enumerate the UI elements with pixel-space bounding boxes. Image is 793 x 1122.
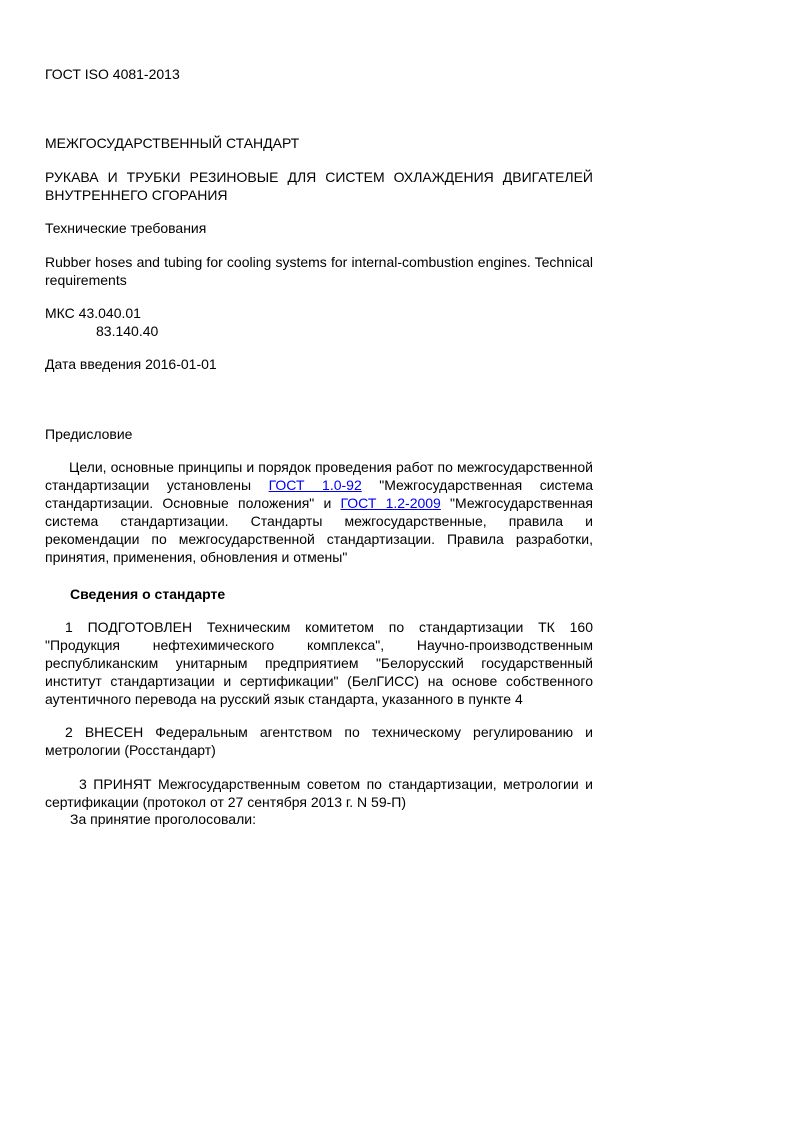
foreword-heading: Предисловие (45, 426, 133, 442)
introduction-date: Дата введения 2016-01-01 (45, 356, 217, 372)
info-item-1: 1 ПОДГОТОВЛЕН Техническим комитетом по стандартизации ТК 160 "Продукция нефтехимического комплекса", Научно-производственным республиканским унитарным предприятием "Белорусский государственный институт стандартизации и сертификации" (БелГИСС) на основе собственного аутентичного перевода на русский язык стандарта, указанного в пункте 4 (45, 619, 593, 707)
standard-info-heading: Сведения о стандарте (70, 586, 226, 602)
foreword-paragraph (45, 458, 593, 566)
gost-1-2-2009-link[interactable]: ГОСТ 1.2-2009 (340, 495, 441, 511)
document-code: ГОСТ ISO 4081-2013 (45, 66, 180, 82)
foreword-text-a: Цели, основные принципы и порядок проведения работ по межгосударственной стандартизации установлены (45, 459, 593, 493)
document-category: МЕЖГОСУДАРСТВЕННЫЙ СТАНДАРТ (45, 135, 300, 151)
document-title-ru: РУКАВА И ТРУБКИ РЕЗИНОВЫЕ ДЛЯ СИСТЕМ ОХЛАЖДЕНИЯ ДВИГАТЕЛЕЙ ВНУТРЕННЕГО СГОРАНИЯ (45, 169, 593, 203)
voted-label: За принятие проголосовали: (70, 811, 256, 827)
mks-code-1: МКС 43.040.01 (45, 305, 141, 321)
gost-1-0-92-link[interactable]: ГОСТ 1.0-92 (268, 477, 362, 493)
foreword-text-b: "Межгосударственная система стандартизации. Основные положения" и (45, 477, 594, 511)
info-item-3: 3 ПРИНЯТ Межгосударственным советом по стандартизации, метрологии и сертификации (протокол от 27 сентября 2013 г. N 59-П) (45, 776, 593, 810)
info-item-2: 2 ВНЕСЕН Федеральным агентством по техническому регулированию и метрологии (Росстандарт) (45, 724, 593, 758)
mks-code-2: 83.140.40 (96, 323, 159, 339)
document-title-en: Rubber hoses and tubing for cooling systems for internal-combustion engines. Technical requirements (45, 254, 593, 288)
document-subtitle-ru: Технические требования (45, 220, 207, 236)
foreword-text-c: "Межгосударственная система стандартизации. Стандарты межгосударственные, правила и рекомендации по межгосударственной стандартизации. Правила разработки, принятия, применения, обновления и отмены" (45, 495, 594, 565)
